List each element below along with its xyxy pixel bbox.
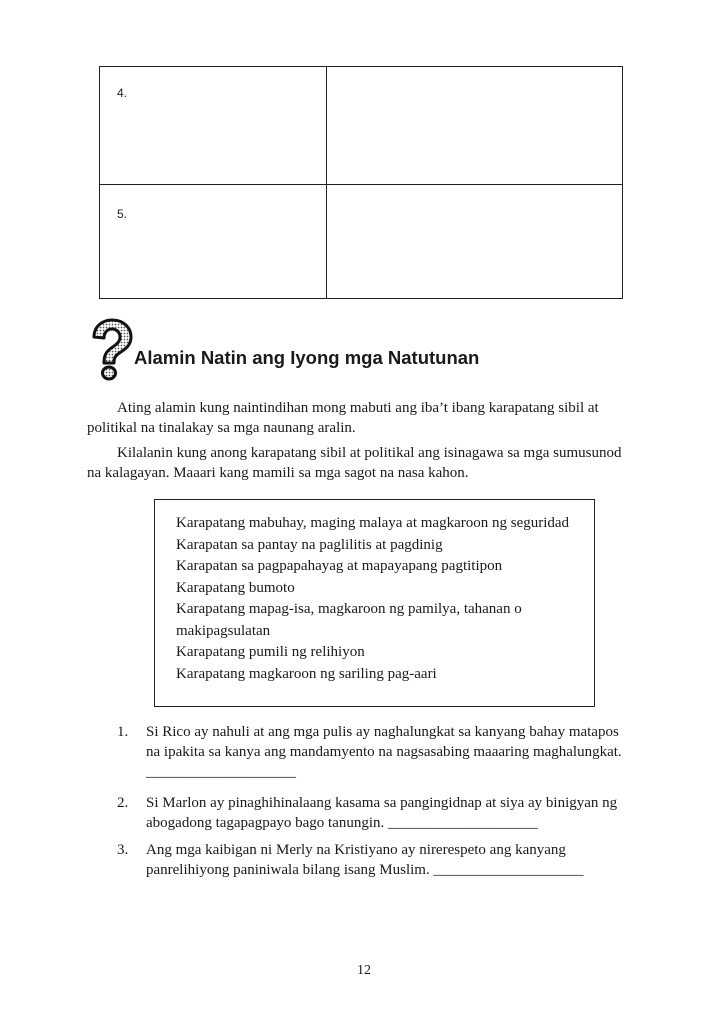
table-row-number: 4. bbox=[117, 86, 128, 100]
instruction-paragraph: Kilalanin kung anong karapatang sibil at politikal ang isinagawa sa mga sumusunod na kalagayan. Maaari kang mamili sa mga sagot na nasa kahon. bbox=[87, 445, 622, 481]
choice-item: Karapatan sa pantay na paglilitis at pagdinig bbox=[176, 536, 443, 553]
choices-list bbox=[176, 513, 591, 685]
choice-item: Karapatang pumili ng relihiyon bbox=[176, 644, 365, 660]
question-text: Si Marlon ay pinaghihinalaang kasama sa pangingidnap at siya ay binigyan ng abogadong tagapagpayo bago tanungin. ____________________ bbox=[146, 795, 618, 831]
choice-item: Karapatang mabuhay, maging malaya at magkaroon ng seguridad bbox=[176, 515, 570, 531]
question-text: Si Rico ay nahuli at ang mga pulis ay naghalungkat sa kanyang bahay matapos na ipakita sa kanya ang mandamyento na nagsasabing maaaring maghalungkat. ____________________ bbox=[146, 724, 622, 780]
question-text: Ang mga kaibigan ni Merly na Kristiyano ay nirerespeto ang kanyang panrelihiyong paniniwala bilang isang Muslim. ____________________ bbox=[146, 842, 584, 878]
answer-table bbox=[99, 66, 623, 299]
intro-paragraph: Ating alamin kung naintindihan mong mabuti ang iba’t ibang karapatang sibil at politikal na tinalakay sa mga naunang aralin. bbox=[87, 400, 599, 436]
choice-item: Karapatang bumoto bbox=[176, 579, 295, 596]
question-number: 2. bbox=[117, 795, 129, 811]
choice-item: Karapatang magkaroon ng sariling pag-aari bbox=[176, 665, 437, 682]
choices-box bbox=[154, 499, 595, 707]
section-heading: Alamin Natin ang Iyong mga Natutunan bbox=[134, 347, 480, 368]
page-number: 12 bbox=[357, 963, 371, 978]
question-mark-icon bbox=[84, 317, 136, 381]
table-row-number: 5. bbox=[117, 207, 128, 221]
choice-item: Karapatan sa pagpapahayag at mapayapang pagtitipon bbox=[176, 558, 503, 574]
question-number: 1. bbox=[117, 724, 129, 740]
question-number: 3. bbox=[117, 842, 129, 858]
choice-item: Karapatang mapag-isa, magkaroon ng pamilya, tahanan o makipagsulatan bbox=[176, 601, 522, 639]
table-column-divider bbox=[326, 67, 327, 298]
table-row-divider bbox=[100, 184, 622, 185]
